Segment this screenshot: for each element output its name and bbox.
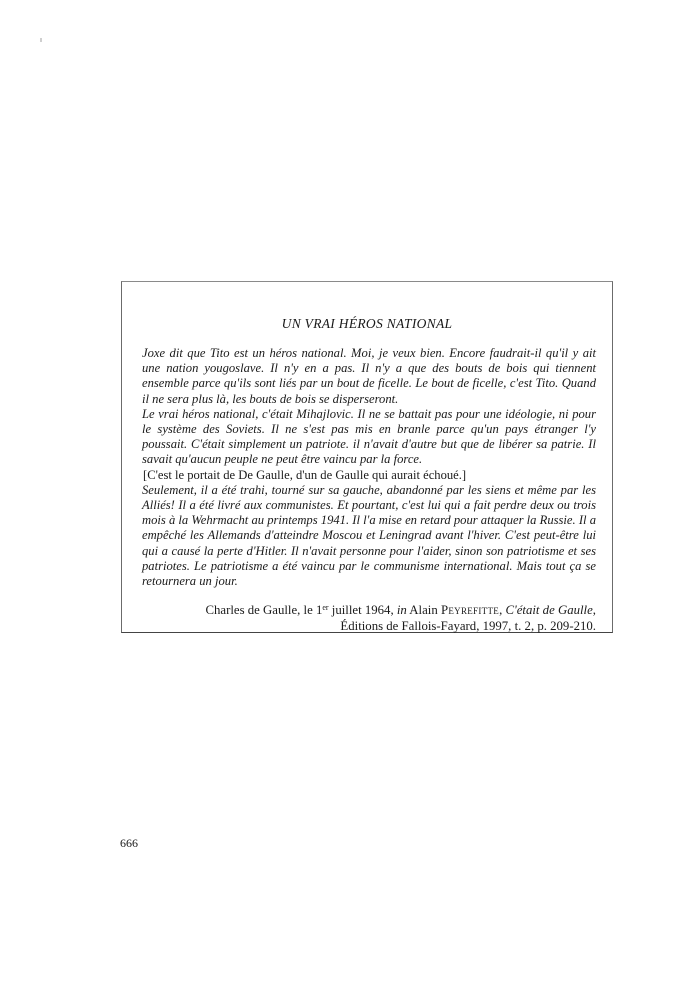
source-part: juillet 1964, bbox=[328, 603, 397, 618]
source-citation bbox=[142, 600, 596, 634]
paragraph-3: Seulement, il a été trahi, tourné sur sa gauche, abandonné par les siens et même par les Alliés! Il a été livré aux communistes. Et pourtant, c'est lui qui a fait perdre deux ou trois mois à la Wehrmacht au printemps 1941. Il l'a mise en retard pour attaquer la Russie. Il a empêché les Allemands d'atteindre Moscou et Leningrad avant l'hiver. C'est peut-être lui qui a causé la perte d'Hitler. Il n'avait personne pour l'aider, sinon son patriotisme et ses patriotes. Le patriotisme a été vaincu par le communisme international. Mais tout ça se retournera un jour. bbox=[142, 482, 596, 589]
source-line-2: Éditions de Fallois-Fayard, 1997, t. 2, p. 209-210. bbox=[340, 618, 596, 633]
paragraph-1: Joxe dit que Tito est un héros national. Moi, je veux bien. Encore faudrait-il qu'il y ait une nation yougoslave. Il n'y en a pas. Il n'y a que des bouts de bois qui tiennent ensemble parce qu'ils sont liés par un bout de ficelle. Le bout de ficelle, c'est Tito. Quand il ne sera plus là, les bouts de bois se disperseront. bbox=[142, 346, 596, 406]
paragraph-2: Le vrai héros national, c'était Mihajlovic. Il ne se battait pas pour une idéologie, ni pour le système des Soviets. Il ne s'est pas mis en branle parce qu'un pays étranger l'y poussait. C'était simplement un patriote. il n'avait d'autre but que de libérer sa patrie. Il savait qu'aucun peuple ne peut être vaincu par la force. bbox=[142, 406, 596, 467]
source-part: Charles de Gaulle, le 1 bbox=[205, 603, 323, 618]
source-superscript: er bbox=[322, 603, 329, 613]
box-body bbox=[142, 346, 596, 634]
source-in: in bbox=[396, 603, 407, 618]
box-title: UN VRAI HÉROS NATIONAL bbox=[281, 316, 453, 331]
quote-box bbox=[121, 281, 613, 633]
editorial-comment: [C'est le portait de De Gaulle, d'un de Gaulle qui aurait échoué.] bbox=[143, 467, 467, 482]
source-book-title: C'était de Gaulle bbox=[505, 603, 593, 618]
source-part: Alain bbox=[406, 603, 441, 618]
source-line-1 bbox=[142, 600, 596, 619]
page-number: 666 bbox=[120, 836, 138, 850]
scan-mark bbox=[40, 38, 42, 42]
source-part: , bbox=[592, 603, 596, 618]
source-part: , bbox=[499, 603, 506, 618]
source-author: Peyrefitte bbox=[440, 603, 500, 618]
